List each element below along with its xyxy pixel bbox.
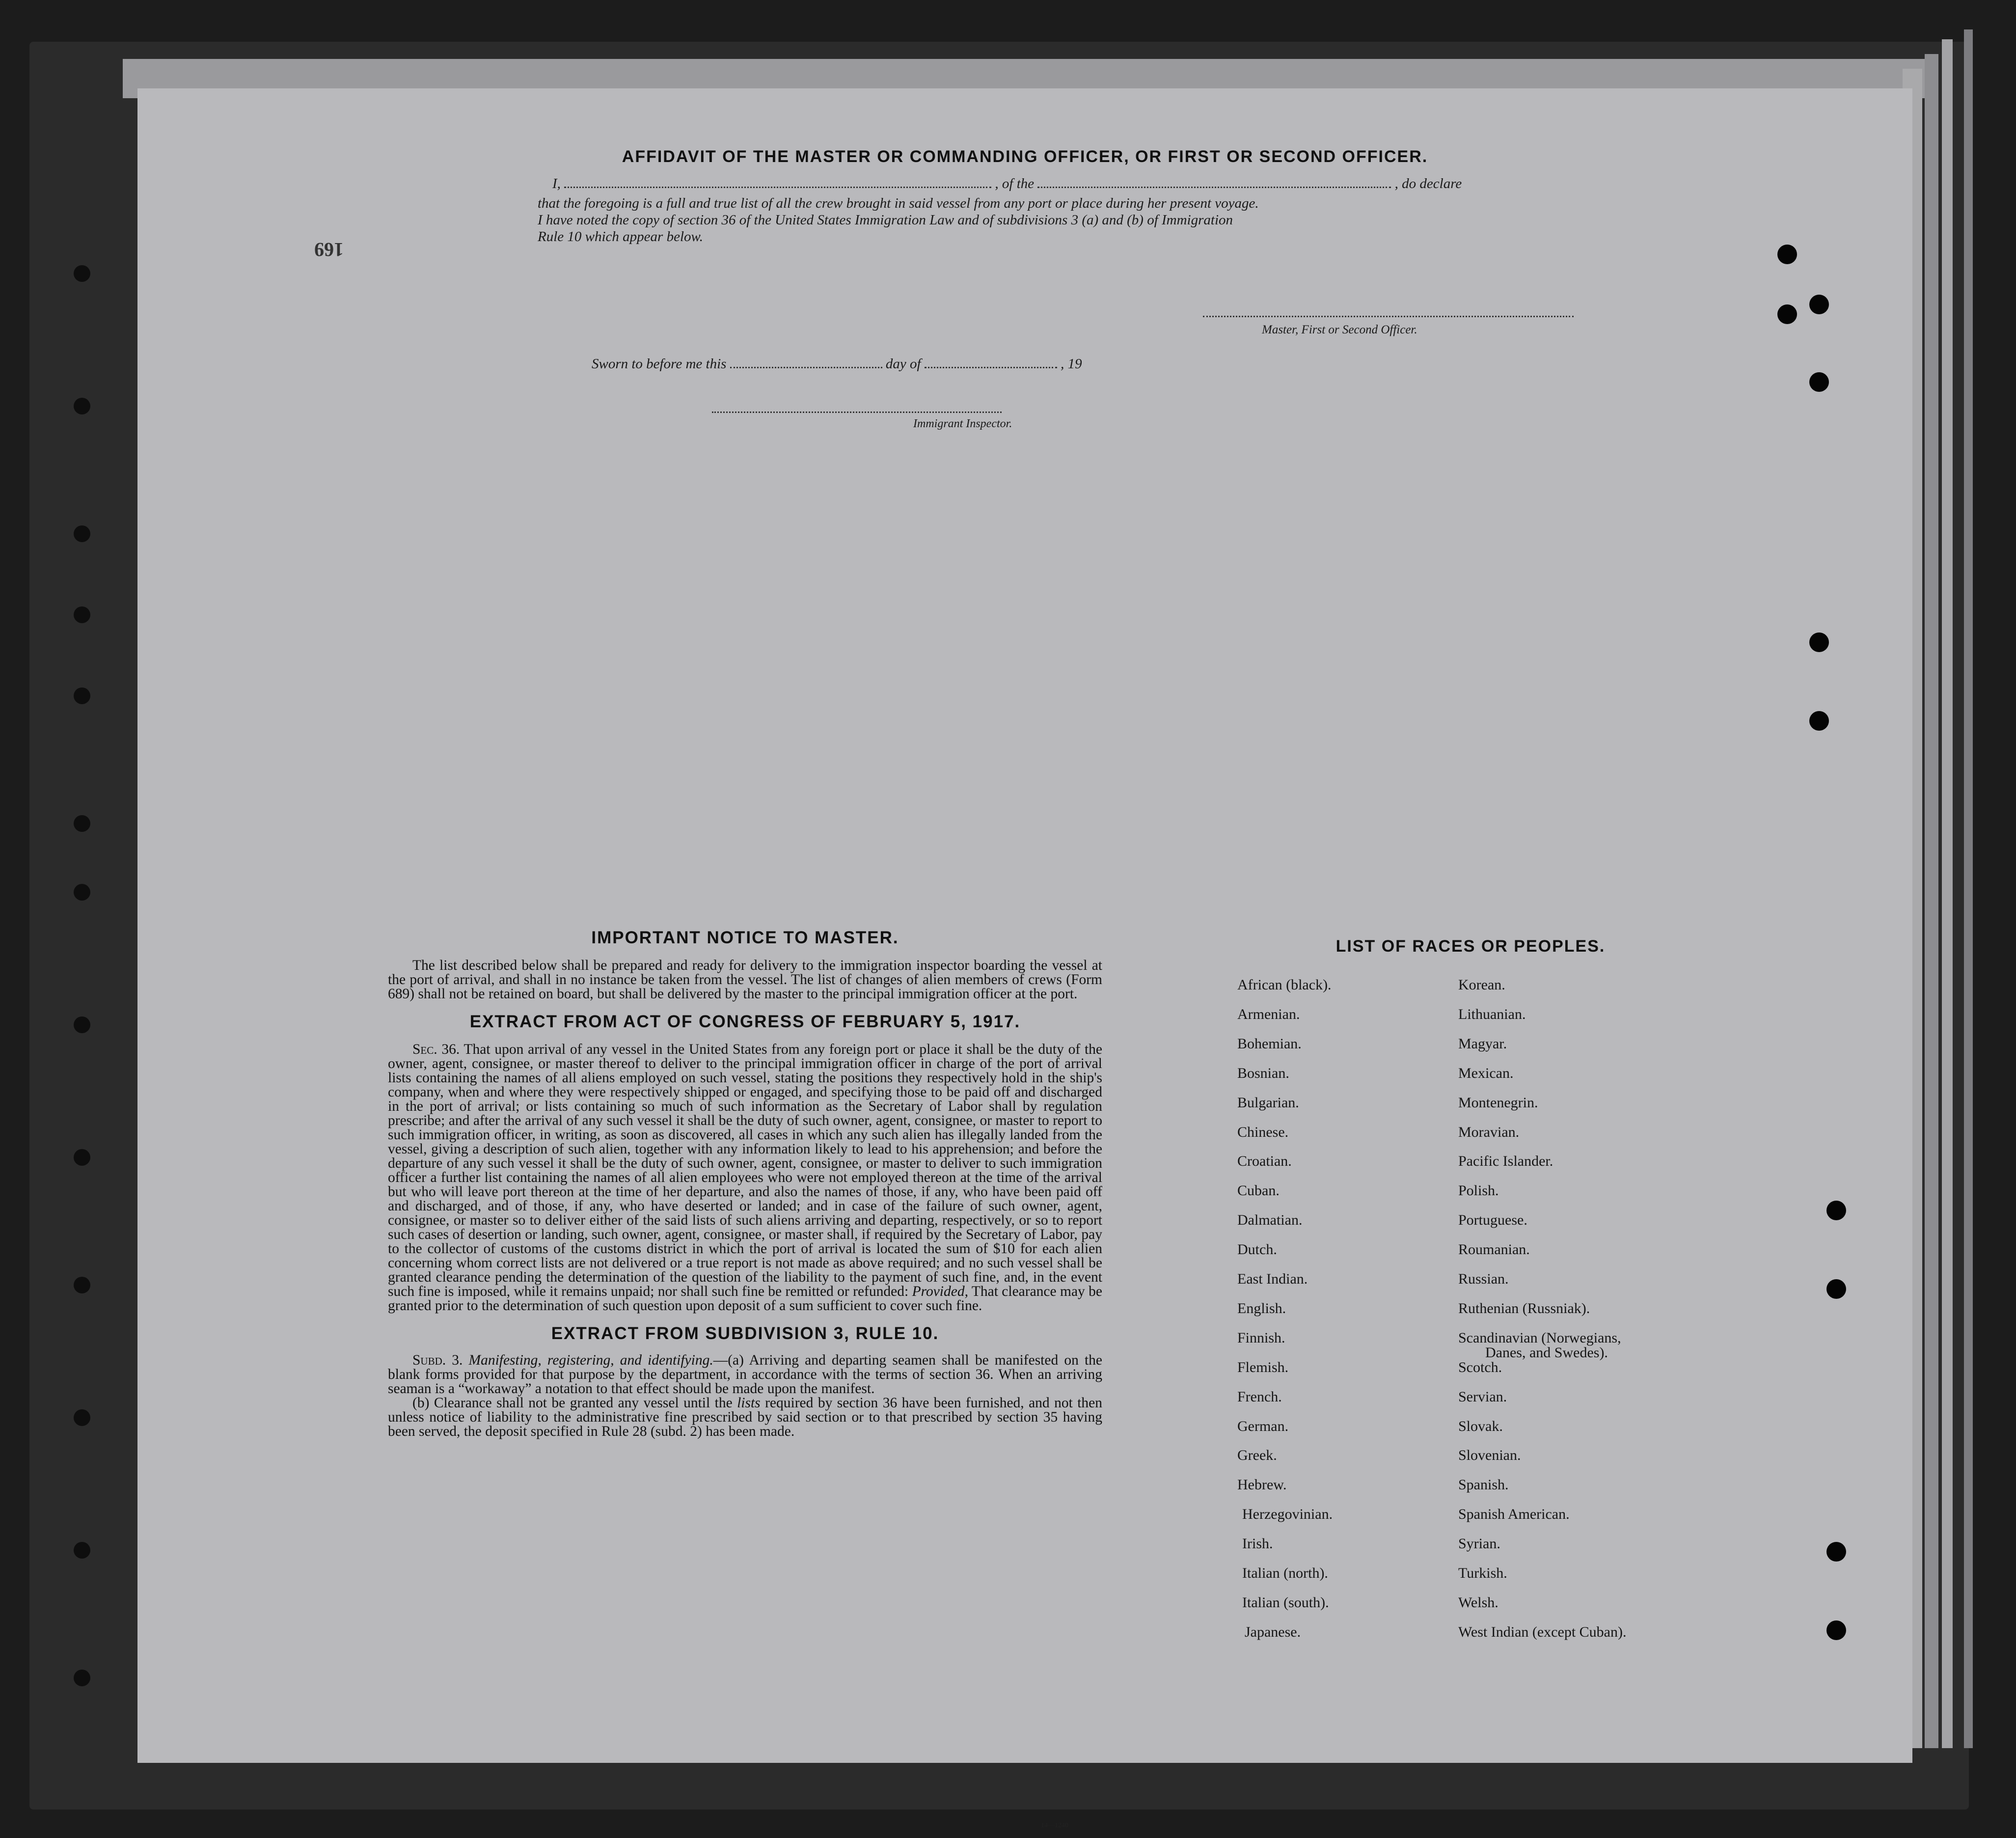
stacked-page-edge [1925,54,1938,1748]
page-stamp-number: 169 [314,239,344,261]
inspector-line [712,403,1002,413]
race-item: Servian. [1458,1388,1507,1405]
race-item: Spanish American. [1458,1506,1570,1523]
race-item: German. [1237,1418,1289,1434]
punch-hole [1809,711,1829,731]
subdivision-b-text [388,1396,1102,1439]
race-item: Cuban. [1237,1182,1280,1199]
sworn-line [592,356,1082,372]
race-item: Montenegrin. [1458,1094,1538,1111]
binder-hole [74,1542,90,1559]
month-blank [925,358,1057,368]
race-item: French. [1237,1388,1282,1405]
i-label: I, [552,176,561,192]
of-the-label: , of the [995,176,1035,192]
race-item: Portuguese. [1458,1212,1527,1229]
subdivision-label: Subd. 3. [412,1352,463,1368]
race-item: Bosnian. [1237,1065,1289,1081]
race-item: East Indian. [1237,1271,1308,1287]
section-36-body: That upon arrival of any vessel in the United States from any foreign port or place it shall be the duty of the owner, agent, consignee, or master thereof to deliver to the principal immigration officer in charge of the port of arrival lists containing the names of all aliens employed on such vessel, stating the positions they respectively hold in the ship's company, when and where they were respectively shipped or engaged, and specifying those to be paid off and discharged in the port of arrival; or lists containing so much of such information as the Secretary of Labor shall by regulation prescribe; and after the arrival of any such vessel it shall be the duty of such owner, agent, consignee, or master to report to such immigration officer, in writing, as soon as discovered, all cases in which any such alien has illegally landed from the vessel, giving a description of such alien, together with any information likely to lead to his apprehension; and before the departure of any such vessel it shall be the duty of such owner, agent, consignee, or master to deliver to such immigration officer a further list containing the names of all alien employees who were not employed thereon at the time of the arrival but who will leave port thereon at the time of her departure, and also the names of those, if any, who have been paid off and discharged, and of those, if any, who have deserted or landed; and in case of the failure of such owner, agent, consignee, or master so to deliver either of the said lists of such aliens arriving and departing, respectively, or so to report such cases of desertion or landing, such owner, agent, consignee, or master shall, if required by the Secretary of Labor, pay to the collector of customs of the customs district in which the port of arrival is located the sum of $10 for each alien concerning whom correct lists are not delivered or a true report is not made as above required; and no such vessel shall be granted clearance pending the determination of the question of the liability to the payment of such fine, and, in the event such fine is imposed, while it remains unpaid; nor shall such fine be remitted or refunded: [388,1042,1102,1299]
notice-text: The list described below shall be prepared and ready for delivery to the immigration inspector boarding the vessel at the port of arrival, and shall in no instance be taken from the vessel. The list of changes of alien members of crews (Form 689) shall not be retained on board, but shall be delivered by the master to the principal immigration officer at the port. [388,958,1102,1002]
race-item: Chinese. [1237,1124,1289,1140]
sworn-label: Sworn to before me this [592,356,727,372]
race-item: Bulgarian. [1237,1094,1299,1111]
race-item: Roumanian. [1458,1241,1530,1258]
race-item: Ruthenian (Russniak). [1458,1300,1590,1317]
race-item: Italian (south). [1242,1594,1329,1611]
race-item: Greek. [1237,1447,1277,1464]
binder-hole [74,1409,90,1426]
section-36-label: Sec. 36. [412,1042,460,1057]
race-item: Italian (north). [1242,1565,1328,1581]
binder-hole [74,265,90,282]
race-item: Moravian. [1458,1124,1520,1140]
punch-hole [1809,372,1829,392]
extract-2-title: EXTRACT FROM SUBDIVISION 3, RULE 10. [551,1324,939,1343]
affidavit-line-3: I have noted the copy of section 36 of the United States Immigration Law and of subdivisions 3 (a) and (b) of Immigration [538,212,1233,228]
binder-hole [74,398,90,414]
punch-hole [1826,1201,1846,1220]
lists-word: lists [737,1395,761,1411]
notice-section [388,928,1102,1439]
inspector-label: Immigrant Inspector. [913,417,1012,430]
binder-hole [74,1277,90,1293]
race-item: Hebrew. [1237,1477,1287,1493]
stacked-page-edge [1964,29,1973,1748]
provided-word: Provided, [912,1284,968,1299]
do-declare-label: , do declare [1394,176,1462,192]
affidavit-line-2: that the foregoing is a full and true list of all the crew brought in said vessel from any port or place during her present voyage. [538,195,1259,211]
race-item: Irish. [1242,1536,1273,1552]
stacked-page-edge [1942,39,1953,1748]
punch-hole [1809,295,1829,314]
race-item: Bohemian. [1237,1035,1302,1052]
vessel-blank [1037,178,1391,188]
race-item: Herzegovinian. [1242,1506,1333,1523]
binder-hole [74,815,90,832]
race-item: Dalmatian. [1237,1212,1303,1229]
punch-hole [1777,304,1797,324]
punch-hole [1826,1542,1846,1562]
race-item: Danes, and Swedes). [1485,1344,1608,1361]
binder-hole [74,1670,90,1686]
race-item: Syrian. [1458,1536,1500,1552]
day-of-label: day of [885,356,921,372]
race-item: Slovenian. [1458,1447,1521,1464]
affidavit-title: AFFIDAVIT OF THE MASTER OR COMMANDING OFFICER, OR FIRST OR SECOND OFFICER. [622,147,1428,166]
binder-hole [74,687,90,704]
section-36-tail: That clearance may be granted prior to the determination of such question upon deposit of a sum sufficient to cover such fine. [388,1284,1103,1314]
punch-hole [1826,1279,1846,1299]
name-blank [564,178,991,188]
race-item: Dutch. [1237,1241,1277,1258]
affidavit-line-4: Rule 10 which appear below. [538,229,703,245]
race-item: Armenian. [1237,1006,1300,1022]
race-item: Spanish. [1458,1477,1509,1493]
race-item: English. [1237,1300,1286,1317]
race-item: Japanese. [1245,1623,1301,1640]
signature-line [1203,307,1574,317]
year-label: , 19 [1061,356,1082,372]
race-item: Croatian. [1237,1153,1292,1170]
notice-title: IMPORTANT NOTICE TO MASTER. [591,928,899,947]
race-item: Welsh. [1458,1594,1498,1611]
race-item: Lithuanian. [1458,1006,1526,1022]
subdivision-italic: Manifesting, registering, and identifying. [468,1352,713,1368]
document-page [137,88,1912,1829]
binder-hole [74,525,90,542]
binder-hole [74,1149,90,1166]
race-item: Scotch. [1458,1359,1502,1375]
binder-hole [74,606,90,623]
race-item: Polish. [1458,1182,1499,1199]
day-blank [730,358,882,368]
extract-1-title: EXTRACT FROM ACT OF CONGRESS OF FEBRUARY 5, 1917. [469,1012,1021,1031]
race-item: Pacific Islander. [1458,1153,1553,1170]
races-title: LIST OF RACES OR PEOPLES. [1335,937,1606,956]
race-item: Mexican. [1458,1065,1514,1081]
race-item: Scandinavian (Norwegians, [1458,1329,1621,1346]
race-item: Russian. [1458,1271,1509,1287]
race-item: Finnish. [1237,1329,1285,1346]
binder-hole [74,1016,90,1033]
subdivision-a-text [388,1353,1102,1396]
form-print-code: 14—1240 [1041,1822,1068,1829]
punch-hole [1777,245,1797,264]
race-item: Magyar. [1458,1035,1507,1052]
section-36-text [388,1042,1102,1313]
race-item: Slovak. [1458,1418,1503,1434]
race-item: Korean. [1458,977,1505,993]
race-item: Turkish. [1458,1565,1507,1581]
punch-hole [1809,632,1829,652]
race-item: West Indian (except Cuban). [1458,1623,1627,1640]
binder-hole [74,884,90,901]
punch-hole [1826,1620,1846,1640]
race-item: Flemish. [1237,1359,1289,1375]
affidavit-line-1 [552,176,1462,192]
subdivision-b-part1: (b) Clearance shall not be granted any vessel until the [412,1395,733,1411]
race-item: African (black). [1237,977,1332,993]
signature-label: Master, First or Second Officer. [1262,323,1417,336]
subdivision-b-part2: required by section 36 have been furnished, and not then unless notice of liability to the administrative fine prescribed by said section or to that prescribed by section 35 having been served, the deposit specified in Rule 28 (subd. 2) has been made. [388,1395,1103,1439]
subdivision-a-body: —(a) Arriving and departing seamen shall be manifested on the blank forms provided for that purpose by the department, in accordance with the terms of section 36. When an arriving seaman is a “workaway” a notation to that effect should be made upon the manifest. [388,1352,1102,1397]
